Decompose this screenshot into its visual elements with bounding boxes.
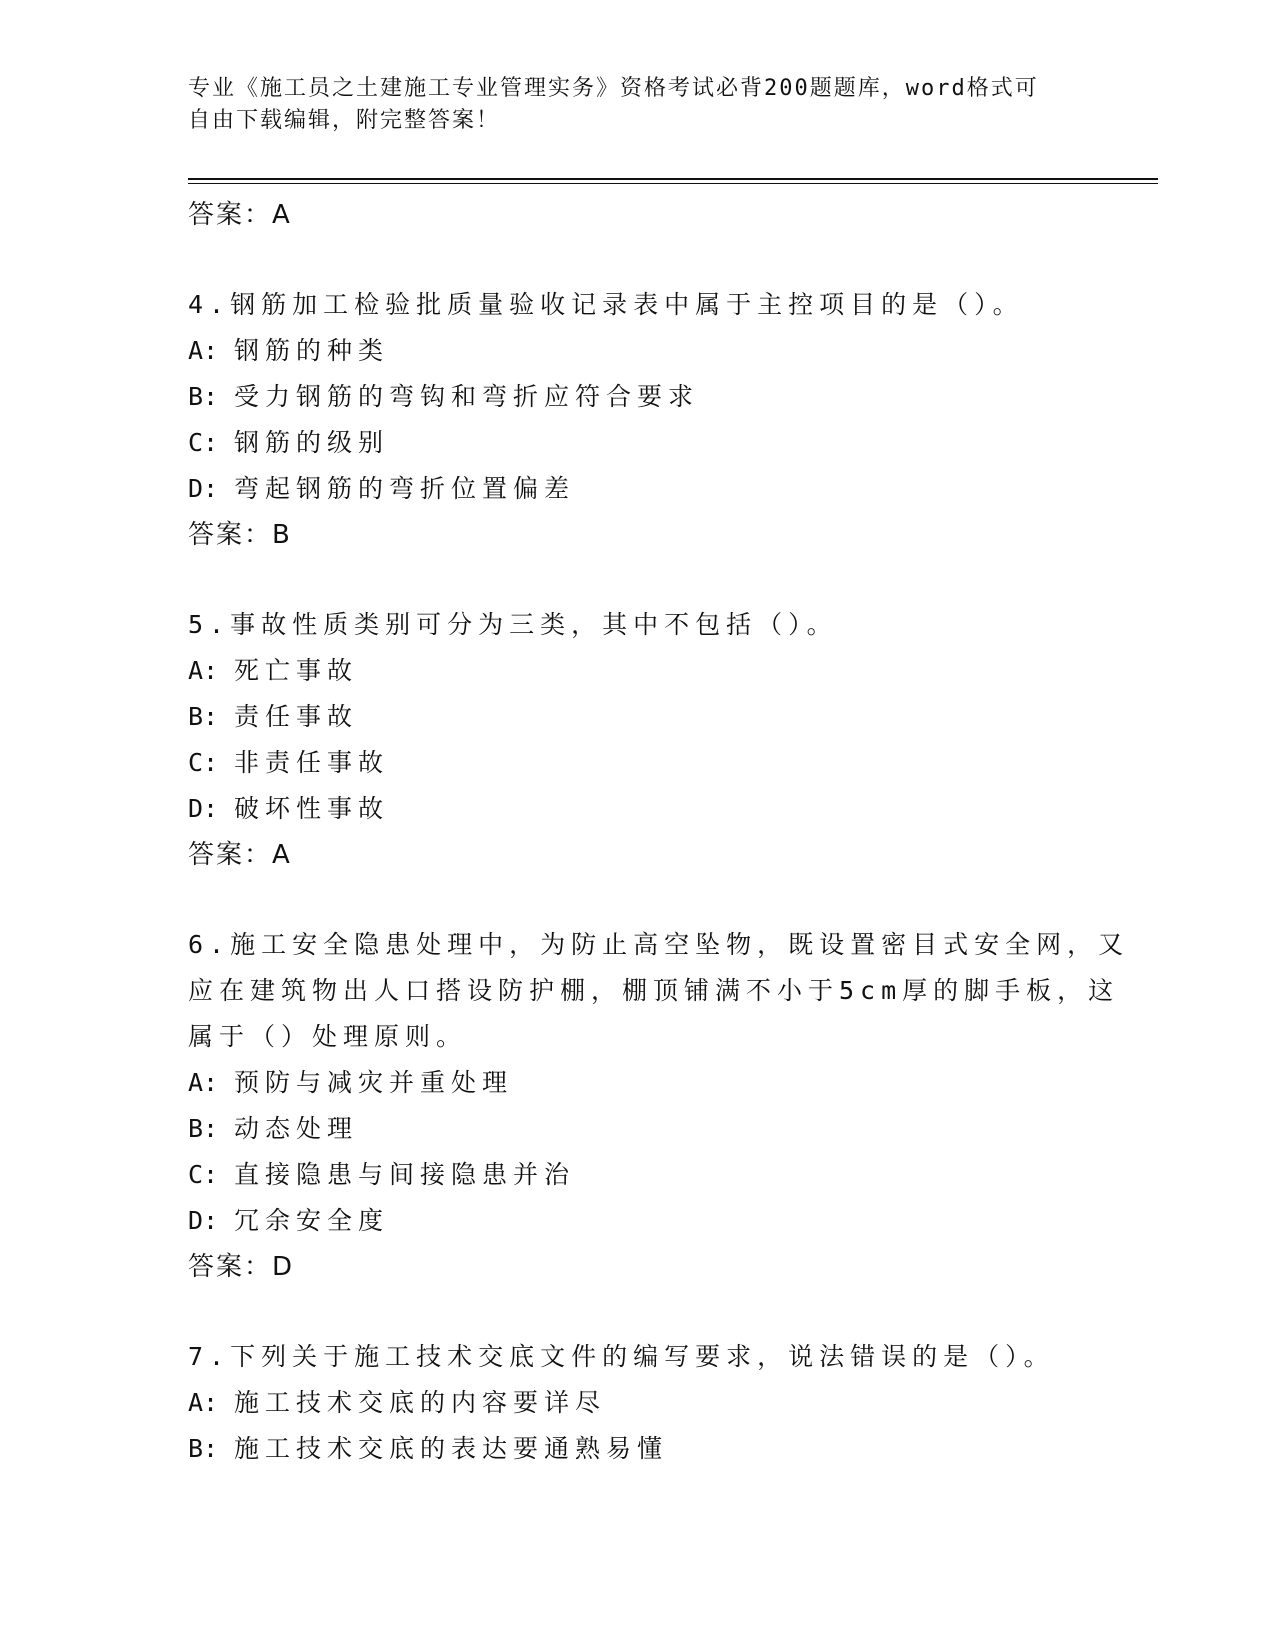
option-d: D: 破坏性事故	[188, 794, 390, 823]
option-a: A: 施工技术交底的内容要详尽	[188, 1388, 607, 1417]
header-line-1: 专业《施工员之土建施工专业管理实务》资格考试必背200题题库，word格式可	[188, 76, 1039, 101]
option-d: D: 弯起钢筋的弯折位置偏差	[188, 474, 576, 503]
question-5	[188, 602, 1088, 878]
question-list	[188, 192, 1130, 1472]
question-stem-line-2: 应在建筑物出人口搭设防护棚，棚顶铺满不小于5cm厚的脚手板，这	[188, 976, 1120, 1005]
answer-6: 答案：D	[188, 1252, 295, 1282]
option-c: C: 非责任事故	[188, 748, 390, 777]
question-stem-line-1: 6.施工安全隐患处理中，为防止高空坠物，既设置密目式安全网，又	[188, 930, 1130, 959]
option-b: B: 责任事故	[188, 702, 359, 731]
option-b: B: 施工技术交底的表达要通熟易懂	[188, 1434, 669, 1463]
header-divider-thin	[188, 183, 1158, 184]
option-a: A: 预防与减灾并重处理	[188, 1068, 514, 1097]
option-c: C: 钢筋的级别	[188, 428, 390, 457]
option-d: D: 冗余安全度	[188, 1206, 390, 1235]
question-7	[188, 1334, 1088, 1472]
question-6	[188, 922, 1130, 1290]
option-a: A: 钢筋的种类	[188, 336, 390, 365]
document-header	[188, 73, 1088, 137]
option-a: A: 死亡事故	[188, 656, 359, 685]
answer-3: 答案：A	[188, 200, 292, 230]
question-stem: 4.钢筋加工检验批质量验收记录表中属于主控项目的是（）。	[188, 290, 1024, 319]
question-stem: 7.下列关于施工技术交底文件的编写要求，说法错误的是（）。	[188, 1342, 1055, 1371]
answer-4: 答案：B	[188, 520, 292, 550]
option-b: B: 受力钢筋的弯钩和弯折应符合要求	[188, 382, 700, 411]
header-line-2: 自由下载编辑，附完整答案！	[188, 108, 501, 133]
question-4	[188, 282, 1088, 558]
question-stem-line-3: 属于（）处理原则。	[188, 1022, 468, 1051]
answer-5: 答案：A	[188, 840, 292, 870]
question-stem: 5.事故性质类别可分为三类，其中不包括（）。	[188, 610, 838, 639]
header-divider-thick	[188, 178, 1158, 180]
option-b: B: 动态处理	[188, 1114, 359, 1143]
option-c: C: 直接隐患与间接隐患并治	[188, 1160, 576, 1189]
